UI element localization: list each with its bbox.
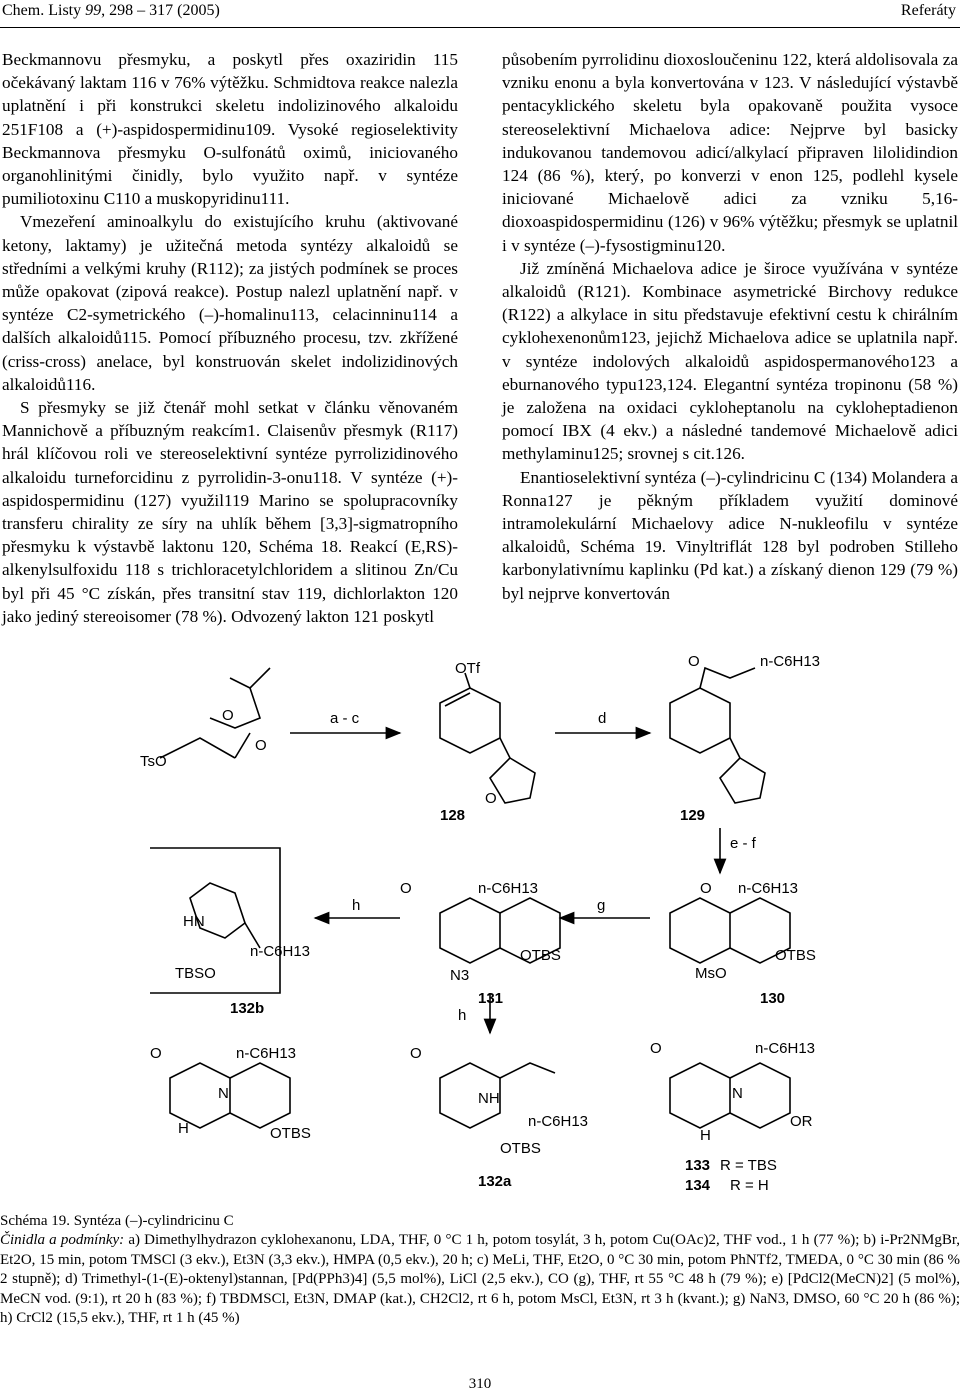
- label-o: O: [222, 707, 234, 724]
- arrow-label: d: [598, 710, 607, 727]
- paragraph: Již zmíněná Michaelova adice je široce využívána v syntéze alkaloidů (R121). Kombinace asymetrické Birchovy redukce (R122) a alkylace in situ představuje efektivní cestu k chirálním cyklohexenonům123, jejichž Michaelova adice se uplatnila např. v syntéze indolových alkaloidů aspidospermanového123 a eburnanového typu123,124. Elegantní syntéza tropinonu (58 %) je založena na oxidaci cykloheptanolu na cykloheptadienon pomocí IBX (4 ekv.) a následné tandemové Michaelově adici methylaminu125; srovnej s cit.126.: [502, 258, 958, 464]
- compound-132b: 132b: [230, 1000, 265, 1017]
- journal-volume: 99: [85, 2, 102, 19]
- compound-129: 129: [680, 807, 706, 824]
- label-nhex: n-C6H13: [250, 943, 311, 960]
- label-nhex: n-C6H13: [236, 1045, 297, 1062]
- label-n: N: [732, 1085, 743, 1102]
- label-nhex: n-C6H13: [528, 1113, 589, 1130]
- label-o: O: [410, 1045, 422, 1062]
- label-otbs: OTBS: [270, 1125, 311, 1142]
- label-tso: TsO: [140, 753, 167, 770]
- left-column: [2, 48, 458, 628]
- compound-133: 133: [685, 1157, 711, 1174]
- paragraph: S přesmyky se již čtenář mohl setkat v článku věnovaném Mannichově a příbuzným reakcím1. Claisenův přesmyk (R117) hrál klíčovou roli ve stereoselektivní syntéze pyrrolizidinového alkaloidu turneforcidinu z pyrrolidin-3-onu118. V syntéze (+)-aspidospermidinu (127) využil119 Marino se spolupracovníky transferu chirality ze síry na uhlík během [3,3]-sigmatropního přesmyku k výstavbě laktonu 120, Schéma 18. Reakcí (E,RS)-alkenylsulfoxidu 118 s trichloracetylchloridem a slitinou Zn/Cu byl při 45 °C získán, přes transitní stav 119, dichlorlakton 120 jako jediný stereoisomer (78 %). Odvozený lakton 121 poskytl: [2, 398, 458, 626]
- compound-132a: 132a: [478, 1173, 512, 1190]
- label-otbs: OTBS: [775, 947, 816, 964]
- compound-128: 128: [440, 807, 466, 824]
- label-o: O: [400, 880, 412, 897]
- r-def-133: R = TBS: [720, 1157, 777, 1174]
- label-o: O: [688, 653, 700, 670]
- arrow-label: h: [458, 1007, 467, 1024]
- caption-conditions: [0, 1231, 960, 1328]
- label-o: O: [255, 737, 267, 754]
- reaction-scheme: [0, 648, 960, 1208]
- journal-name: Chem. Listy: [2, 2, 82, 19]
- paragraph: Vmezeření aminoalkylu do existujícího kruhu (aktivované ketony, laktamy) je užitečná metoda syntézy alkaloidů se středními a velkými kruhy (R112); za jistých podmínek se proces může opakovat (zipová reakce). Postup nalezl uplatnění např. v syntéze C2-symetrického (–)-homalinu113, celacinninu114 a dalších alkaloidů115. Pomocí příbuzného procesu, tzv. zkřížené (criss-cross) anelace, byl konstruován skelet indolizidinových alkaloidů116.: [2, 212, 458, 394]
- label-o: O: [700, 880, 712, 897]
- label-nh: NH: [478, 1090, 500, 1107]
- arrow-label: g: [597, 897, 606, 914]
- label-nhex: n-C6H13: [738, 880, 799, 897]
- label-otf: OTf: [455, 660, 480, 677]
- label-nhex: n-C6H13: [478, 880, 539, 897]
- label-tbso: TBSO: [175, 965, 216, 982]
- paragraph: Beckmannovu přesmyku, a poskytl přes oxaziridin 115 očekávaný laktam 116 v 76% výtěžku. Schmidtova reakce nalezla uplatnění i při konstrukci skeletu indolizinového alkaloidu 251F108 a (+)-aspidospermidinu109. Vysoké regioselektivity Beckmannova přesmyku O-sulfonátů oximů, iniciovaného organohlinitými činidly, bylo využito např. v syntéze pumiliotoxinu C110 a muskopyridinu111.: [2, 50, 458, 209]
- arrow-label: h: [352, 897, 361, 914]
- label-o: O: [650, 1040, 662, 1057]
- scheme-drawing: [0, 648, 960, 1208]
- label-o: O: [150, 1045, 162, 1062]
- right-column: [502, 48, 958, 605]
- paragraph: působením pyrrolidinu dioxosloučeninu 122, která aldolisovala za vzniku enonu a byla konvertována v 123. V následující výstavbě pentacyklického skeletu byla opakovaně použita vysoce stereoselektivní Michaelova adice: Nejprve byl basicky indukovanou tandemovou adicí/alkylací připraven lilolidindion 124 (86 %), který, po konverzi v enon 125, podlehl kysele iniciované Michaelově adici za vzniku 5,16-dioxoaspidospermidinu (126) v 96% výtěžku; přesmyk se uplatnil i v syntéze (–)-fysostigminu120.: [502, 50, 958, 255]
- header-rule: [0, 27, 960, 28]
- label-h: H: [178, 1120, 189, 1137]
- caption-title: Schéma 19. Syntéza (–)-cylindricinu C: [0, 1213, 234, 1229]
- label-or: OR: [790, 1113, 813, 1130]
- compound-134: 134: [685, 1177, 711, 1194]
- label-h: H: [700, 1127, 711, 1144]
- arrow-label: a - c: [330, 710, 360, 727]
- label-otbs: OTBS: [520, 947, 561, 964]
- paragraph: Enantioselektivní syntéza (–)-cylindricinu C (134) Molandera a Ronna127 je pěkným příkladem využití dominové intramolekulární Michaelovy adice N-nukleofilu v syntéze alkaloidů, Schéma 19. Vinyltriflát 128 byl podroben Stilleho karbonylativnímu kaplinku (Pd kat.) a získaný dienon 129 (79 %) byl nejprve konvertován: [502, 467, 958, 603]
- arrow-label: e - f: [730, 835, 756, 852]
- journal-citation: [2, 2, 220, 20]
- conditions-text: a) Dimethylhydrazon cyklohexanonu, LDA, THF, 0 °C 1 h, potom tosylát, 3 h, potom Cu(OAc)2, THF vod., 1 h (77 %); b) i-Pr2NMgBr, Et2O, 15 min, potom TMSCl (3 ekv.), Et3N (3,3 ekv.), HMPA (0,5 ekv.), 20 h; c) MeLi, THF, Et2O, 0 °C 30 min, potom PhNTf2, TMEDA, 0 °C 30 min (86 % 2 stupně); d) Trimethyl-(1-(E)-oktenyl)stannan, [Pd(PPh3)4] (5,5 mol%), LiCl (2,5 ekv.), CO (g), THF, rt 55 °C 48 h (79 %); e) [PdCl2(MeCN)2] (5 mol%), MeCN vod. (9:1), rt 20 h (83 %); f) TBDMSCl, Et3N, DMAP (kat.), CH2Cl2, rt 6 h, potom MsCl, Et3N, rt 3 h (kvant.); g) NaN3, DMSO, 60 °C 20 h (86 %); h) CrCl2 (15,5 ekv.), THF, rt 1 h (45 %): [0, 1232, 960, 1327]
- page-number: 310: [468, 1376, 492, 1392]
- journal-pages: , 298 – 317 (2005): [101, 2, 220, 19]
- label-otbs: OTBS: [500, 1140, 541, 1157]
- running-header: [0, 0, 960, 34]
- label-o: O: [485, 790, 497, 807]
- r-def-134: R = H: [730, 1177, 769, 1194]
- scheme-caption: [0, 1212, 960, 1328]
- section-name: Referáty: [900, 2, 956, 19]
- compound-130: 130: [760, 990, 786, 1007]
- label-n3: N3: [450, 967, 470, 984]
- label-nhex: n-C6H13: [755, 1040, 816, 1057]
- label-nhex: n-C6H13: [760, 653, 821, 670]
- label-mso: MsO: [695, 965, 727, 982]
- compound-131: 131: [478, 990, 504, 1007]
- label-n: N: [218, 1085, 229, 1102]
- conditions-label: Činidla a podmínky:: [0, 1232, 125, 1249]
- label-hn: HN: [183, 913, 205, 930]
